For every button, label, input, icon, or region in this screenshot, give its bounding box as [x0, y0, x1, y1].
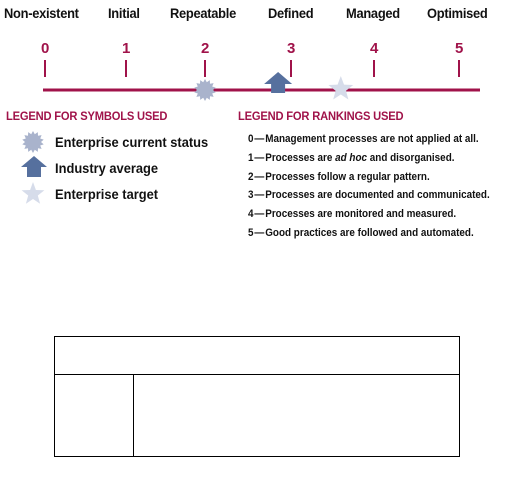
level-name-4: Managed — [346, 5, 400, 21]
level-name-5: Optimised — [427, 5, 488, 21]
symbol-label-target: Enterprise target — [55, 186, 159, 202]
level-number-1: 1 — [122, 40, 131, 57]
symbol-label-current: Enterprise current status — [55, 134, 209, 150]
level-name-2: Repeatable — [170, 5, 236, 21]
empty-table — [54, 336, 460, 457]
table-column-divider — [133, 374, 134, 457]
target-marker — [328, 76, 353, 100]
ranking-item: 2—Processes follow a regular pattern. — [248, 171, 430, 183]
level-number-4: 4 — [370, 40, 379, 57]
star-icon — [20, 180, 46, 206]
maturity-scale — [0, 0, 505, 110]
current-status-marker — [194, 79, 215, 101]
ranking-item: 3—Processes are documented and communicated. — [248, 189, 490, 201]
ranking-item: 1—Processes are ad hoc and disorganised. — [248, 152, 455, 164]
level-name-1: Initial — [108, 5, 140, 21]
ranking-item: 4—Processes are monitored and measured. — [248, 208, 457, 220]
starburst-icon — [21, 130, 45, 154]
level-number-3: 3 — [287, 40, 296, 57]
ranking-item: 5—Good practices are followed and automated. — [248, 227, 474, 239]
level-name-0: Non-existent — [4, 5, 79, 21]
level-number-5: 5 — [455, 40, 464, 57]
level-number-2: 2 — [201, 40, 210, 57]
level-name-3: Defined — [268, 5, 314, 21]
arrow-up-icon — [20, 155, 48, 179]
symbol-label-average: Industry average — [55, 160, 159, 176]
ranking-item: 0—Management processes are not applied at all. — [248, 133, 479, 145]
symbols-legend-heading: LEGEND FOR SYMBOLS USED — [6, 109, 168, 123]
level-number-0: 0 — [41, 40, 50, 57]
table-header-divider — [54, 374, 460, 375]
rankings-legend-heading: LEGEND FOR RANKINGS USED — [238, 109, 404, 123]
